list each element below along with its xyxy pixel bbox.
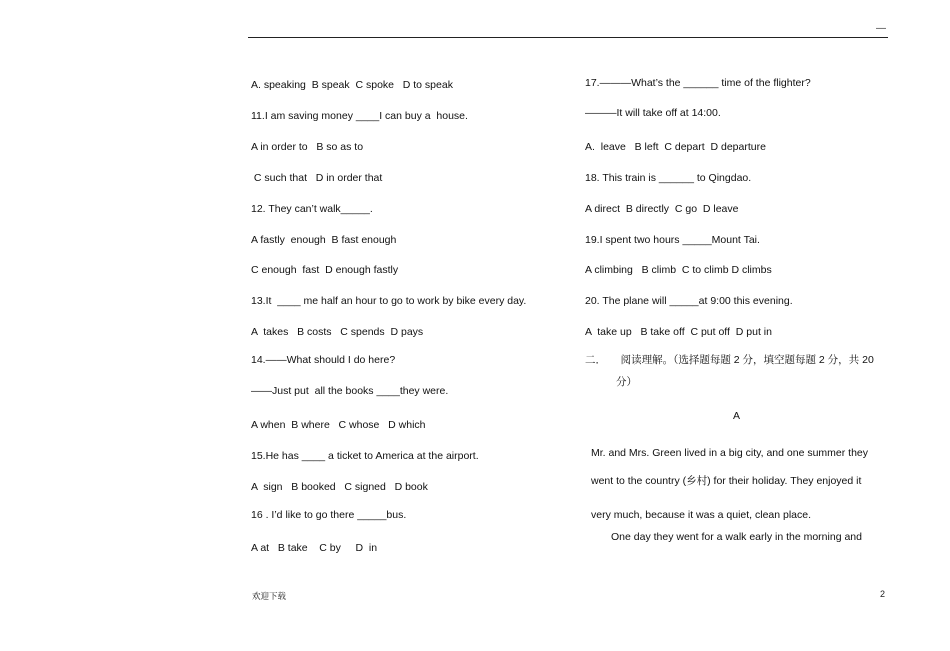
left-line: C enough fast D enough fastly: [251, 264, 399, 276]
right-line: 20. The plane will _____at 9:00 this evening.: [585, 295, 793, 307]
left-line: A in order to B so as to: [251, 141, 364, 153]
right-line: 17.———What’s the ______ time of the flighter?: [585, 77, 811, 89]
left-line: ——Just put all the books ____they were.: [251, 385, 449, 397]
page-number: 2: [880, 589, 886, 599]
left-line: A at B take C by D in: [251, 542, 378, 554]
footer-text: 欢迎下载: [252, 591, 287, 601]
left-line: 11.I am saving money ____I can buy a house.: [251, 110, 468, 122]
left-line: C such that D in order that: [251, 172, 383, 184]
left-line: A sign B booked C signed D book: [251, 481, 428, 493]
passage-line: very much, because it was a quiet, clean place.: [591, 509, 812, 521]
header-rule: [248, 37, 888, 38]
header-mark: —: [876, 23, 886, 34]
right-line: A. leave B left C depart D departure: [585, 141, 766, 153]
right-line: 19.I spent two hours _____Mount Tai.: [585, 234, 760, 246]
section-heading-cont: 分）: [616, 376, 637, 388]
right-line: A climbing B climb C to climb D climbs: [585, 264, 772, 276]
right-line: 18. This train is ______ to Qingdao.: [585, 172, 752, 184]
left-line: A. speaking B speak C spoke D to speak: [251, 79, 453, 91]
passage-line: went to the country (乡村) for their holiday. They enjoyed it: [591, 475, 862, 487]
right-line: A take up B take off C put off D put in: [585, 326, 772, 338]
left-line: A takes B costs C spends D pays: [251, 326, 424, 338]
left-line: A when B where C whose D which: [251, 419, 426, 431]
left-line: 14.——What should I do here?: [251, 354, 396, 366]
section-heading: 二． 阅读理解。（选择题每题 2 分，填空题每题 2 分，共 20: [585, 354, 874, 366]
passage-line: One day they went for a walk early in the morning and: [611, 531, 862, 543]
right-line: ———It will take off at 14:00.: [585, 107, 721, 119]
left-line: 12. They can’t walk_____.: [251, 203, 373, 215]
right-line: A direct B directly C go D leave: [585, 203, 739, 215]
left-line: 15.He has ____ a ticket to America at the airport.: [251, 450, 479, 462]
left-line: 13.It ____ me half an hour to go to work by bike every day.: [251, 295, 527, 307]
passage-line: Mr. and Mrs. Green lived in a big city, and one summer they: [591, 447, 869, 459]
passage-label: A: [733, 410, 741, 422]
left-line: A fastly enough B fast enough: [251, 234, 397, 246]
left-line: 16 . I’d like to go there _____bus.: [251, 509, 407, 521]
